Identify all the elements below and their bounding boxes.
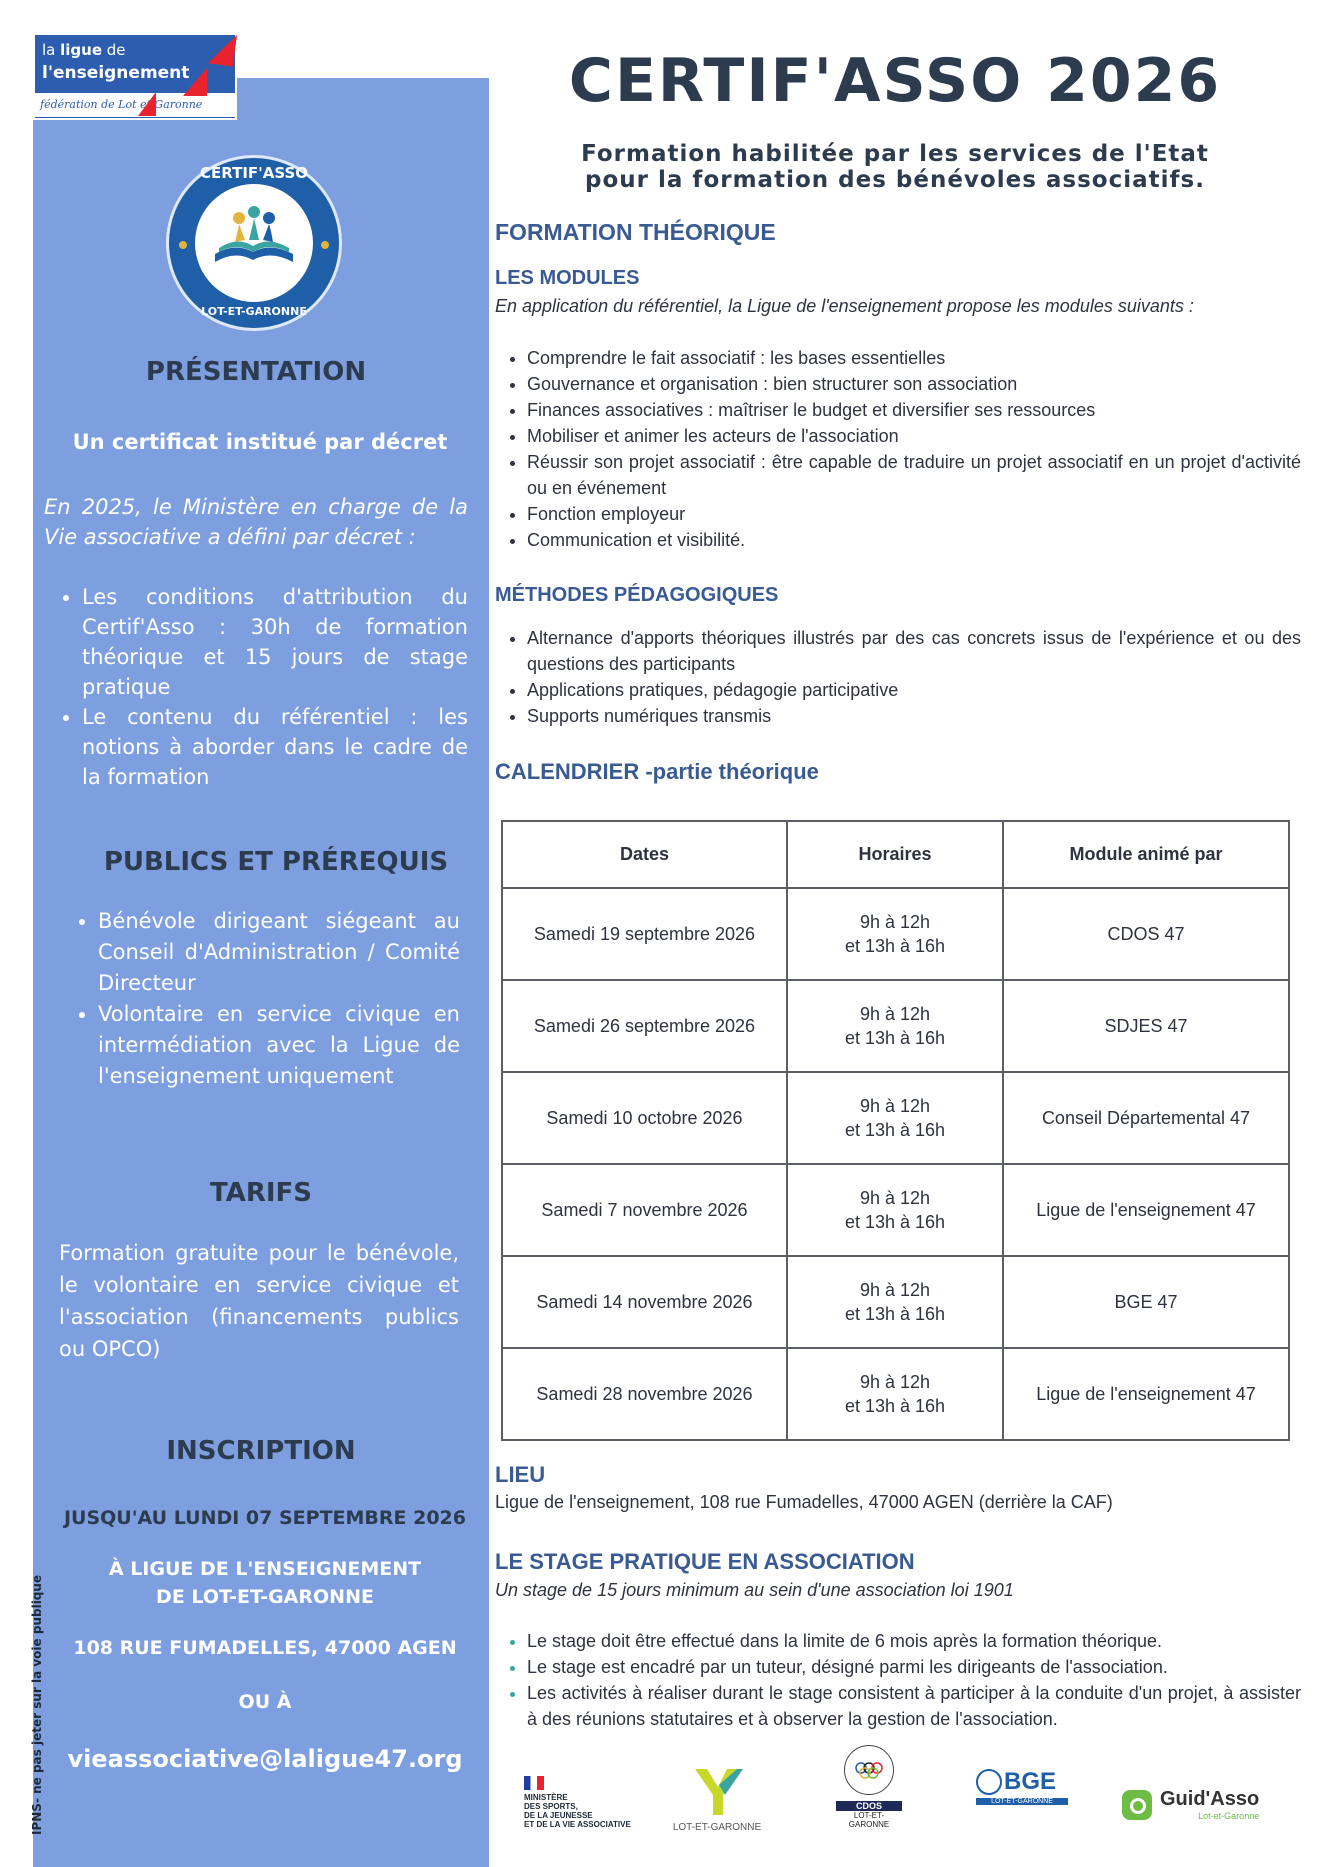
table-row — [502, 980, 1289, 1072]
logo-line2: l'enseignement — [42, 63, 190, 83]
stage-list — [495, 1628, 1301, 1732]
hours-cell: 9h à 12h et 13h à 16h — [787, 1164, 1003, 1256]
red-flag-icon — [138, 92, 156, 116]
tarifs-text: Formation gratuite pour le bénévole, le volontaire en service civique et l'association (financements publics ou OPCO) — [59, 1241, 459, 1361]
list-item: • Comprendre le fait associatif : les bases essentielles — [527, 345, 1301, 371]
formation-title: FORMATION THÉORIQUE — [495, 219, 776, 245]
page-subtitle — [495, 141, 1295, 193]
hours-cell: 9h à 12h et 13h à 16h — [787, 1348, 1003, 1440]
date-cell: Samedi 7 novembre 2026 — [502, 1164, 787, 1256]
publics-list — [72, 906, 460, 1092]
table-row — [502, 1256, 1289, 1348]
list-item: • Applications pratiques, pédagogie participative — [527, 677, 1301, 703]
presentation-list — [56, 582, 468, 792]
olympic-rings-icon — [844, 1745, 894, 1795]
date-cell: Samedi 28 novembre 2026 — [502, 1348, 787, 1440]
inscription-deadline: JUSQU'AU LUNDI 07 SEPTEMBRE 2026 — [63, 1507, 467, 1529]
tarifs-title: TARIFS — [209, 1178, 313, 1208]
stage-intro: Un stage de 15 jours minimum au sein d'une association loi 1901 — [495, 1580, 1014, 1600]
red-flag-icon — [183, 68, 207, 96]
column-header: Dates — [502, 821, 787, 888]
date-cell: Samedi 14 novembre 2026 — [502, 1256, 787, 1348]
logo-line3: fédération de Lot et Garonne — [35, 93, 235, 117]
stage-title: LE STAGE PRATIQUE EN ASSOCIATION — [495, 1549, 915, 1574]
page-title: CERTIF'ASSO 2026 — [568, 46, 1222, 116]
open-book-icon — [195, 184, 313, 302]
list-item: • Mobiliser et animer les acteurs de l'association — [527, 423, 1301, 449]
list-item: • Bénévole dirigeant siégeant au Conseil d'Administration / Comité Directeur — [98, 906, 460, 999]
calendar-table — [501, 820, 1290, 1441]
vertical-note: IPNS- ne pas jeter sur la voie publique — [30, 1574, 44, 1835]
date-cell: Samedi 26 septembre 2026 — [502, 980, 787, 1072]
inscription-or: OU À — [238, 1691, 292, 1713]
publics-title: PUBLICS ET PRÉREQUIS — [103, 847, 449, 877]
column-header: Horaires — [787, 821, 1003, 888]
module-cell: Ligue de l'enseignement 47 — [1003, 1164, 1289, 1256]
table-row — [502, 888, 1289, 980]
place-line1: À LIGUE DE L'ENSEIGNEMENT — [108, 1558, 422, 1580]
list-item: • Fonction employeur — [527, 501, 1301, 527]
y-shape-icon — [687, 1765, 747, 1817]
logo-line1: la ligue de — [42, 41, 126, 59]
certif-asso-badge — [166, 155, 342, 331]
column-header: Module animé par — [1003, 821, 1289, 888]
badge-dot — [179, 241, 187, 249]
subtitle-line1: Formation habilitée par les services de l'Etat — [581, 141, 1209, 167]
modules-intro: En application du référentiel, la Ligue de l'enseignement propose les modules suivants : — [495, 296, 1194, 316]
module-cell: CDOS 47 — [1003, 888, 1289, 980]
list-item: • Le stage doit être effectué dans la limite de 6 mois après la formation théorique. — [527, 1628, 1301, 1654]
guidasso-icon — [1122, 1790, 1152, 1820]
hours-cell: 9h à 12h et 13h à 16h — [787, 1256, 1003, 1348]
bge-logo: BGE LOT-ET-GARONNE — [976, 1768, 1068, 1805]
hours-cell: 9h à 12h et 13h à 16h — [787, 980, 1003, 1072]
module-cell: Ligue de l'enseignement 47 — [1003, 1348, 1289, 1440]
presentation-intro: En 2025, le Ministère en charge de la Vie associative a défini par décret : — [44, 495, 468, 549]
departement-logo: LOT-ET-GARONNE — [672, 1765, 762, 1833]
module-cell: Conseil Départemental 47 — [1003, 1072, 1289, 1164]
inscription-title: INSCRIPTION — [166, 1436, 356, 1466]
table-header-row — [502, 821, 1289, 888]
list-item: • Gouvernance et organisation : bien structurer son association — [527, 371, 1301, 397]
table-row — [502, 1164, 1289, 1256]
list-item: • Communication et visibilité. — [527, 527, 1301, 553]
module-cell: BGE 47 — [1003, 1256, 1289, 1348]
methods-list — [495, 625, 1301, 729]
modules-list — [495, 345, 1301, 553]
presentation-subtitle: Un certificat institué par décret — [72, 430, 448, 454]
hours-cell: 9h à 12h et 13h à 16h — [787, 1072, 1003, 1164]
lieu-title: LIEU — [495, 1462, 546, 1487]
inscription-address: 108 RUE FUMADELLES, 47000 AGEN — [73, 1637, 457, 1659]
globe-icon — [976, 1769, 1002, 1795]
list-item: • Réussir son projet associatif : être capable de traduire un projet associatif en un projet d'activité ou en événement — [527, 449, 1301, 501]
presentation-title: PRÉSENTATION — [145, 357, 367, 387]
red-flag-icon — [208, 31, 237, 66]
inscription-place — [53, 1555, 477, 1611]
badge-top-text: CERTIF'ASSO — [199, 164, 309, 182]
badge-dot — [321, 241, 329, 249]
modules-title: LES MODULES — [495, 267, 640, 289]
list-item: • Le contenu du référentiel : les notions à aborder dans le cadre de la formation — [82, 702, 468, 792]
badge-bottom-text: LOT-ET-GARONNE — [201, 305, 307, 318]
lieu-text: Ligue de l'enseignement, 108 rue Fumadelles, 47000 AGEN (derrière la CAF) — [495, 1492, 1113, 1512]
list-item: • Volontaire en service civique en intermédiation avec la Ligue de l'enseignement uniquement — [98, 999, 460, 1092]
date-cell: Samedi 19 septembre 2026 — [502, 888, 787, 980]
table-row — [502, 1348, 1289, 1440]
table-row — [502, 1072, 1289, 1164]
list-item: • Supports numériques transmis — [527, 703, 1301, 729]
list-item: • Alternance d'apports théoriques illustrés par des cas concrets issus de l'expérience et ou des questions des participants — [527, 625, 1301, 677]
ministere-logo: MINISTÈRE DES SPORTS, DE LA JEUNESSE ET DE LA VIE ASSOCIATIVE — [524, 1776, 644, 1829]
module-cell: SDJES 47 — [1003, 980, 1289, 1072]
methods-title: MÉTHODES PÉDAGOGIQUES — [495, 584, 779, 606]
list-item: • Les conditions d'attribution du Certif'Asso : 30h de formation théorique et 15 jours de stage pratique — [82, 582, 468, 702]
list-item: • Finances associatives : maîtriser le budget et diversifier ses ressources — [527, 397, 1301, 423]
place-line2: DE LOT-ET-GARONNE — [156, 1586, 374, 1608]
badge-inner — [195, 184, 313, 302]
inscription-email-link[interactable]: vieassociative@laligue47.org — [67, 1745, 463, 1773]
list-item: • Le stage est encadré par un tuteur, désigné parmi les dirigeants de l'association. — [527, 1654, 1301, 1680]
french-flag-icon — [524, 1776, 544, 1790]
guidasso-logo: Guid'Asso Lot-et-Garonne — [1122, 1788, 1282, 1821]
hours-cell: 9h à 12h et 13h à 16h — [787, 888, 1003, 980]
date-cell: Samedi 10 octobre 2026 — [502, 1072, 787, 1164]
subtitle-line2: pour la formation des bénévoles associatifs. — [585, 167, 1205, 193]
list-item: • Les activités à réaliser durant le stage consistent à participer à la conduite d'un projet, à assister à des réunions statutaires et à observer la gestion de l'association. — [527, 1680, 1301, 1732]
calendar-title: CALENDRIER -partie théorique — [495, 759, 819, 784]
cdos-logo: CDOS LOT-ET-GARONNE — [836, 1745, 902, 1829]
